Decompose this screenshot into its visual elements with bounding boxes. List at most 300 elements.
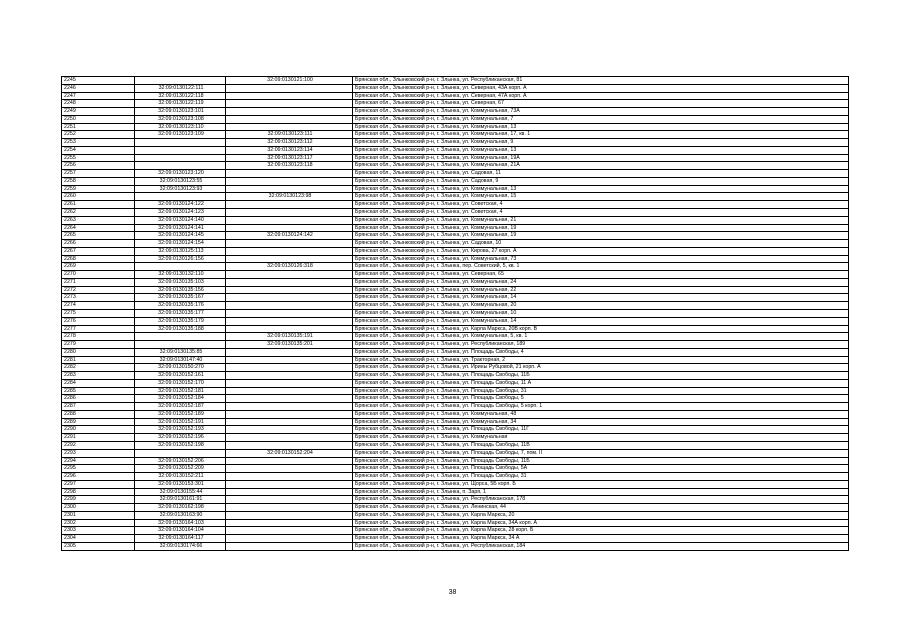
row-number-cell: 2305 [62, 542, 135, 550]
row-number-cell: 2295 [62, 465, 135, 473]
address-cell: Брянская обл., Злынковский р-н, г. Злынка, ул. Площадь Свободы, 11Г [353, 426, 849, 434]
row-number-cell: 2273 [62, 294, 135, 302]
address-cell: Брянская обл., Злынковский р-н, г. Злынка, ул. Площадь Свободы, 7, пом. II [353, 449, 849, 457]
table-row [62, 146, 849, 154]
row-number-cell: 2297 [62, 480, 135, 488]
related-cadastral-number-cell [226, 92, 353, 100]
cadastral-number-cell: 32:09:0130123:101 [135, 108, 226, 116]
cadastral-number-cell: 32:09:0130125:113 [135, 247, 226, 255]
row-number-cell: 2290 [62, 426, 135, 434]
related-cadastral-number-cell [226, 185, 353, 193]
row-number-cell: 2296 [62, 473, 135, 481]
related-cadastral-number-cell [226, 426, 353, 434]
cadastral-number-cell: 32:09:0130164:117 [135, 535, 226, 543]
table-row [62, 193, 849, 201]
table-row [62, 403, 849, 411]
cadastral-number-cell: 32:09:0130152:184 [135, 395, 226, 403]
table-row [62, 92, 849, 100]
address-cell: Брянская обл., Злынковский р-н, г. Злынка, ул. Коммунальная, 17, кв. 1 [353, 131, 849, 139]
table-row [62, 240, 849, 248]
cadastral-number-cell: 32:09:0130135:156 [135, 286, 226, 294]
related-cadastral-number-cell [226, 480, 353, 488]
table-row [62, 535, 849, 543]
cadastral-number-cell: 32:09:0130123:93 [135, 185, 226, 193]
related-cadastral-number-cell [226, 123, 353, 131]
table-row [62, 465, 849, 473]
row-number-cell: 2299 [62, 496, 135, 504]
cadastral-number-cell [135, 341, 226, 349]
related-cadastral-number-cell [226, 473, 353, 481]
table-row [62, 224, 849, 232]
address-cell: Брянская обл., Злынковский р-н, г. Злынка, ул. Коммунальная, 73А [353, 108, 849, 116]
table-row [62, 162, 849, 170]
related-cadastral-number-cell [226, 209, 353, 217]
table-row [62, 364, 849, 372]
address-cell: Брянская обл., Злынковский р-н, г. Злынка, ул. Площадь Свободы, 5 [353, 395, 849, 403]
table-row [62, 387, 849, 395]
row-number-cell: 2267 [62, 247, 135, 255]
cadastral-number-cell: 32:09:0130135:85 [135, 348, 226, 356]
related-cadastral-number-cell [226, 356, 353, 364]
row-number-cell: 2293 [62, 449, 135, 457]
table-row [62, 356, 849, 364]
cadastral-number-cell [135, 146, 226, 154]
row-number-cell: 2285 [62, 387, 135, 395]
cadastral-number-cell: 32:09:0130124:123 [135, 209, 226, 217]
table-row [62, 302, 849, 310]
registry-table-body [62, 77, 849, 551]
row-number-cell: 2257 [62, 170, 135, 178]
cadastral-number-cell: 32:09:0130162:198 [135, 504, 226, 512]
row-number-cell: 2256 [62, 162, 135, 170]
address-cell: Брянская обл., Злынковский р-н, г. Злынка, ул. Коммунальная, 73 [353, 255, 849, 263]
row-number-cell: 2260 [62, 193, 135, 201]
address-cell: Брянская обл., Злынковский р-н, г. Злынка, ул. Кирова, 27 корп. А [353, 247, 849, 255]
row-number-cell: 2302 [62, 519, 135, 527]
address-cell: Брянская обл., Злынковский р-н, г. Злынка, ул. Республиканская, 178 [353, 496, 849, 504]
table-row [62, 108, 849, 116]
row-number-cell: 2288 [62, 410, 135, 418]
row-number-cell: 2276 [62, 317, 135, 325]
related-cadastral-number-cell: 32:09:0130123:118 [226, 162, 353, 170]
cadastral-number-cell: 32:09:0130122:119 [135, 100, 226, 108]
related-cadastral-number-cell: 32:09:0130123:111 [226, 131, 353, 139]
address-cell: Брянская обл., Злынковский р-н, г. Злынка, ул. Площадь Свободы, 31 [353, 473, 849, 481]
row-number-cell: 2249 [62, 108, 135, 116]
registry-table [61, 76, 849, 551]
table-row [62, 348, 849, 356]
row-number-cell: 2252 [62, 131, 135, 139]
address-cell: Брянская обл., Злынковский р-н, г. Злынка, ул. Коммунальная, 21А [353, 162, 849, 170]
address-cell: Брянская обл., Злынковский р-н, г. Злынка, ул. Ирины Рубцовой, 21 корп. А [353, 364, 849, 372]
table-row [62, 286, 849, 294]
cadastral-number-cell: 32:09:0130152:193 [135, 426, 226, 434]
related-cadastral-number-cell [226, 100, 353, 108]
row-number-cell: 2304 [62, 535, 135, 543]
cadastral-number-cell: 32:09:0130152:211 [135, 473, 226, 481]
cadastral-number-cell: 32:09:0130123:108 [135, 115, 226, 123]
address-cell: Брянская обл., Злынковский р-н, г. Злынка, ул. Площадь Свободы, 11Б [353, 457, 849, 465]
table-row [62, 434, 849, 442]
cadastral-number-cell: 32:09:0130123:120 [135, 170, 226, 178]
row-number-cell: 2259 [62, 185, 135, 193]
related-cadastral-number-cell [226, 511, 353, 519]
table-row [62, 372, 849, 380]
related-cadastral-number-cell [226, 441, 353, 449]
related-cadastral-number-cell [226, 410, 353, 418]
cadastral-number-cell: 32:09:0130135:177 [135, 309, 226, 317]
table-row [62, 216, 849, 224]
cadastral-number-cell: 32:09:0130122:118 [135, 92, 226, 100]
cadastral-number-cell [135, 139, 226, 147]
address-cell: Брянская обл., Злынковский р-н, г. Злынка, ул. Северная, 43А корп. А [353, 84, 849, 92]
row-number-cell: 2289 [62, 418, 135, 426]
row-number-cell: 2301 [62, 511, 135, 519]
related-cadastral-number-cell [226, 278, 353, 286]
row-number-cell: 2291 [62, 434, 135, 442]
address-cell: Брянская обл., Злынковский р-н, г. Злынка, ул. Коммунальная, 21 [353, 216, 849, 224]
cadastral-number-cell: 32:09:0130132:110 [135, 271, 226, 279]
address-cell: Брянская обл., Злынковский р-н, г. Злынка, ул. Ленинская, 44 [353, 504, 849, 512]
table-row [62, 325, 849, 333]
related-cadastral-number-cell [226, 434, 353, 442]
cadastral-number-cell [135, 154, 226, 162]
cadastral-number-cell: 32:09:0130153:301 [135, 480, 226, 488]
row-number-cell: 2250 [62, 115, 135, 123]
table-row [62, 115, 849, 123]
table-row [62, 154, 849, 162]
related-cadastral-number-cell: 32:09:0130126:318 [226, 263, 353, 271]
table-row [62, 457, 849, 465]
row-number-cell: 2277 [62, 325, 135, 333]
cadastral-number-cell: 32:09:0130164:103 [135, 519, 226, 527]
table-row [62, 441, 849, 449]
cadastral-number-cell: 32:09:0130152:170 [135, 379, 226, 387]
cadastral-number-cell [135, 333, 226, 341]
table-row [62, 410, 849, 418]
address-cell: Брянская обл., Злынковский р-н, г. Злынка, ул. Коммунальная, 34 [353, 418, 849, 426]
table-row [62, 504, 849, 512]
table-row [62, 418, 849, 426]
row-number-cell: 2264 [62, 224, 135, 232]
related-cadastral-number-cell [226, 224, 353, 232]
cadastral-number-cell: 32:09:0130135:103 [135, 278, 226, 286]
row-number-cell: 2274 [62, 302, 135, 310]
table-row [62, 542, 849, 550]
table-row [62, 449, 849, 457]
table-row [62, 131, 849, 139]
address-cell: Брянская обл., Злынковский р-н, г. Злынка, ул. Коммунальная, 7 [353, 115, 849, 123]
cadastral-number-cell: 32:09:0130161:91 [135, 496, 226, 504]
related-cadastral-number-cell [226, 108, 353, 116]
table-row [62, 139, 849, 147]
row-number-cell: 2263 [62, 216, 135, 224]
related-cadastral-number-cell [226, 372, 353, 380]
row-number-cell: 2298 [62, 488, 135, 496]
table-row [62, 255, 849, 263]
address-cell: Брянская обл., Злынковский р-н, г. Злынка, ул. Республиканская, 189 [353, 341, 849, 349]
table-row [62, 263, 849, 271]
address-cell: Брянская обл., Злынковский р-н, г. Злынка, ул. Площадь Свободы, 31 [353, 387, 849, 395]
related-cadastral-number-cell [226, 395, 353, 403]
row-number-cell: 2270 [62, 271, 135, 279]
address-cell: Брянская обл., Злынковский р-н, г. Злынка, ул. Коммунальная, 13 [353, 185, 849, 193]
table-row [62, 100, 849, 108]
cadastral-number-cell: 32:09:0130135:176 [135, 302, 226, 310]
row-number-cell: 2255 [62, 154, 135, 162]
related-cadastral-number-cell [226, 364, 353, 372]
row-number-cell: 2247 [62, 92, 135, 100]
cadastral-number-cell: 32:09:0130152:198 [135, 441, 226, 449]
address-cell: Брянская обл., Злынковский р-н, г. Злынка, ул. Коммунальная, 19 [353, 232, 849, 240]
address-cell: Брянская обл., Злынковский р-н, г. Злынка, ул. Коммунальная, 14 [353, 317, 849, 325]
table-row [62, 496, 849, 504]
related-cadastral-number-cell: 32:09:0130123:112 [226, 139, 353, 147]
table-row [62, 271, 849, 279]
row-number-cell: 2261 [62, 201, 135, 209]
table-row [62, 527, 849, 535]
row-number-cell: 2284 [62, 379, 135, 387]
cadastral-number-cell: 32:09:0130152:181 [135, 387, 226, 395]
row-number-cell: 2286 [62, 395, 135, 403]
address-cell: Брянская обл., Злынковский р-н, г. Злынка, ул. Республиканская, 184 [353, 542, 849, 550]
table-row [62, 84, 849, 92]
cadastral-number-cell: 32:09:0130135:188 [135, 325, 226, 333]
related-cadastral-number-cell [226, 418, 353, 426]
cadastral-number-cell: 32:09:0130126:156 [135, 255, 226, 263]
cadastral-number-cell: 32:09:0130155:44 [135, 488, 226, 496]
cadastral-number-cell: 32:09:0130123:55 [135, 177, 226, 185]
row-number-cell: 2287 [62, 403, 135, 411]
related-cadastral-number-cell [226, 504, 353, 512]
related-cadastral-number-cell [226, 317, 353, 325]
address-cell: Брянская обл., Злынковский р-н, г. Злынка, ул. Карла Маркса, 20В корп. В [353, 325, 849, 333]
cadastral-number-cell: 32:09:0130135:179 [135, 317, 226, 325]
related-cadastral-number-cell [226, 286, 353, 294]
related-cadastral-number-cell [226, 387, 353, 395]
table-row [62, 177, 849, 185]
related-cadastral-number-cell [226, 465, 353, 473]
cadastral-number-cell: 32:09:0130147:40 [135, 356, 226, 364]
address-cell: Брянская обл., Злынковский р-н, г. Злынка, ул. Коммунальная, 19 [353, 224, 849, 232]
cadastral-number-cell: 32:09:0130152:191 [135, 418, 226, 426]
related-cadastral-number-cell [226, 403, 353, 411]
address-cell: Брянская обл., Злынковский р-н, г. Злынка, ул. Советская, 4 [353, 201, 849, 209]
cadastral-number-cell [135, 193, 226, 201]
address-cell: Брянская обл., Злынковский р-н, г. Злынка, п. Заря, 1 [353, 488, 849, 496]
address-cell: Брянская обл., Злынковский р-н, г. Злынка, ул. Коммунальная, 13 [353, 123, 849, 131]
row-number-cell: 2303 [62, 527, 135, 535]
address-cell: Брянская обл., Злынковский р-н, г. Злынка, ул. Коммунальная [353, 434, 849, 442]
related-cadastral-number-cell [226, 255, 353, 263]
address-cell: Брянская обл., Злынковский р-н, г. Злынка, ул. Коммунальная, 13 [353, 146, 849, 154]
related-cadastral-number-cell [226, 177, 353, 185]
cadastral-number-cell: 32:09:0130123:109 [135, 131, 226, 139]
row-number-cell: 2294 [62, 457, 135, 465]
row-number-cell: 2245 [62, 77, 135, 85]
address-cell: Брянская обл., Злынковский р-н, г. Злынка, ул. Карла Маркса, 34 А [353, 535, 849, 543]
related-cadastral-number-cell [226, 309, 353, 317]
table-row [62, 77, 849, 85]
cadastral-number-cell: 32:09:0130124:154 [135, 240, 226, 248]
related-cadastral-number-cell [226, 379, 353, 387]
cadastral-number-cell: 32:09:0130124:145 [135, 232, 226, 240]
related-cadastral-number-cell [226, 170, 353, 178]
address-cell: Брянская обл., Злынковский р-н, г. Злынка, ул. Коммунальная, 10 [353, 309, 849, 317]
related-cadastral-number-cell: 32:09:0130135:191 [226, 333, 353, 341]
row-number-cell: 2266 [62, 240, 135, 248]
row-number-cell: 2283 [62, 372, 135, 380]
row-number-cell: 2280 [62, 348, 135, 356]
row-number-cell: 2251 [62, 123, 135, 131]
related-cadastral-number-cell [226, 519, 353, 527]
row-number-cell: 2272 [62, 286, 135, 294]
cadastral-number-cell: 32:09:0130152:206 [135, 457, 226, 465]
address-cell: Брянская обл., Злынковский р-н, г. Злынка, ул. Садовая, 9 [353, 177, 849, 185]
table-row [62, 232, 849, 240]
related-cadastral-number-cell [226, 240, 353, 248]
address-cell: Брянская обл., Злынковский р-н, г. Злынка, пер. Советский, 5, кв. 1 [353, 263, 849, 271]
table-row [62, 278, 849, 286]
related-cadastral-number-cell [226, 488, 353, 496]
row-number-cell: 2265 [62, 232, 135, 240]
related-cadastral-number-cell [226, 496, 353, 504]
address-cell: Брянская обл., Злынковский р-н, г. Злынка, ул. Коммунальная, 15 [353, 193, 849, 201]
table-row [62, 247, 849, 255]
related-cadastral-number-cell [226, 115, 353, 123]
table-row [62, 309, 849, 317]
address-cell: Брянская обл., Злынковский р-н, г. Злынка, ул. Садовая, 10 [353, 240, 849, 248]
address-cell: Брянская обл., Злынковский р-н, г. Злынка, ул. Северная, 67 [353, 100, 849, 108]
cadastral-number-cell: 32:09:0130124:122 [135, 201, 226, 209]
row-number-cell: 2281 [62, 356, 135, 364]
address-cell: Брянская обл., Злынковский р-н, г. Злынка, ул. Карла Маркса, 20 [353, 511, 849, 519]
row-number-cell: 2248 [62, 100, 135, 108]
related-cadastral-number-cell: 32:09:0130123:114 [226, 146, 353, 154]
address-cell: Брянская обл., Злынковский р-н, г. Злынка, ул. Коммунальная, 24 [353, 278, 849, 286]
related-cadastral-number-cell: 32:09:0130124:142 [226, 232, 353, 240]
table-row [62, 333, 849, 341]
related-cadastral-number-cell [226, 302, 353, 310]
address-cell: Брянская обл., Злынковский р-н, г. Злынка, ул. Площадь Свободы, 11В [353, 441, 849, 449]
table-row [62, 209, 849, 217]
cadastral-number-cell: 32:09:0130123:110 [135, 123, 226, 131]
row-number-cell: 2275 [62, 309, 135, 317]
table-row [62, 480, 849, 488]
cadastral-number-cell: 32:09:0130150:270 [135, 364, 226, 372]
cadastral-number-cell [135, 449, 226, 457]
related-cadastral-number-cell [226, 348, 353, 356]
address-cell: Брянская обл., Злынковский р-н, г. Злынка, ул. Садовая, 11 [353, 170, 849, 178]
address-cell: Брянская обл., Злынковский р-н, г. Злынка, ул. Коммунальная, 5, кв. 1 [353, 333, 849, 341]
address-cell: Брянская обл., Злынковский р-н, г. Злынка, ул. Коммунальная, 22 [353, 286, 849, 294]
row-number-cell: 2271 [62, 278, 135, 286]
row-number-cell: 2269 [62, 263, 135, 271]
related-cadastral-number-cell [226, 527, 353, 535]
related-cadastral-number-cell: 32:09:0130123:98 [226, 193, 353, 201]
related-cadastral-number-cell [226, 535, 353, 543]
row-number-cell: 2279 [62, 341, 135, 349]
row-number-cell: 2258 [62, 177, 135, 185]
address-cell: Брянская обл., Злынковский р-н, г. Злынка, ул. Площадь Свободы, 4 [353, 348, 849, 356]
related-cadastral-number-cell: 32:09:0130152:204 [226, 449, 353, 457]
cadastral-number-cell [135, 77, 226, 85]
related-cadastral-number-cell: 32:09:0130121:100 [226, 77, 353, 85]
related-cadastral-number-cell [226, 201, 353, 209]
address-cell: Брянская обл., Злынковский р-н, г. Злынка, ул. Коммунальная, 19А [353, 154, 849, 162]
related-cadastral-number-cell [226, 294, 353, 302]
row-number-cell: 2254 [62, 146, 135, 154]
table-row [62, 185, 849, 193]
cadastral-number-cell: 32:09:0130152:187 [135, 403, 226, 411]
table-row [62, 519, 849, 527]
address-cell: Брянская обл., Злынковский р-н, г. Злынка, ул. Коммунальная, 48 [353, 410, 849, 418]
address-cell: Брянская обл., Злынковский р-н, г. Злынка, ул. Карла Маркса, 34А корп. А [353, 519, 849, 527]
related-cadastral-number-cell: 32:09:0130135:201 [226, 341, 353, 349]
related-cadastral-number-cell [226, 325, 353, 333]
table-row [62, 294, 849, 302]
table-row [62, 511, 849, 519]
table-row [62, 201, 849, 209]
cadastral-number-cell: 32:09:0130152:189 [135, 410, 226, 418]
table-row [62, 488, 849, 496]
row-number-cell: 2262 [62, 209, 135, 217]
address-cell: Брянская обл., Злынковский р-н, г. Злынка, ул. Площадь Свободы, 11 А [353, 379, 849, 387]
cadastral-number-cell: 32:09:0130122:111 [135, 84, 226, 92]
row-number-cell: 2268 [62, 255, 135, 263]
table-row [62, 317, 849, 325]
address-cell: Брянская обл., Злынковский р-н, г. Злынка, ул. Коммунальная, 9 [353, 139, 849, 147]
address-cell: Брянская обл., Злынковский р-н, г. Злынка, ул. Площадь Свободы, 11Б [353, 372, 849, 380]
cadastral-number-cell: 32:09:0130135:167 [135, 294, 226, 302]
cadastral-number-cell [135, 162, 226, 170]
address-cell: Брянская обл., Злынковский р-н, г. Злынка, ул. Карла Маркса, 28 корп. Б [353, 527, 849, 535]
table-row [62, 473, 849, 481]
related-cadastral-number-cell [226, 271, 353, 279]
address-cell: Брянская обл., Злынковский р-н, г. Злынка, ул. Щорса, 5Б корп. Б [353, 480, 849, 488]
address-cell: Брянская обл., Злынковский р-н, г. Злынка, ул. Коммунальная, 20 [353, 302, 849, 310]
row-number-cell: 2253 [62, 139, 135, 147]
table-row [62, 341, 849, 349]
cadastral-number-cell: 32:09:0130174:66 [135, 542, 226, 550]
related-cadastral-number-cell [226, 457, 353, 465]
cadastral-number-cell: 32:09:0130124:141 [135, 224, 226, 232]
row-number-cell: 2282 [62, 364, 135, 372]
address-cell: Брянская обл., Злынковский р-н, г. Злынка, ул. Площадь Свободы, 5 корп. 1 [353, 403, 849, 411]
page-number: 38 [448, 589, 457, 596]
cadastral-number-cell: 32:09:0130152:196 [135, 434, 226, 442]
address-cell: Брянская обл., Злынковский р-н, г. Злынка, ул. Советская, 4 [353, 209, 849, 217]
cadastral-number-cell: 32:09:0130163:90 [135, 511, 226, 519]
related-cadastral-number-cell [226, 216, 353, 224]
row-number-cell: 2246 [62, 84, 135, 92]
cadastral-number-cell: 32:09:0130164:104 [135, 527, 226, 535]
address-cell: Брянская обл., Злынковский р-н, г. Злынка, ул. Республиканская, 81 [353, 77, 849, 85]
cadastral-number-cell [135, 263, 226, 271]
related-cadastral-number-cell: 32:09:0130123:117 [226, 154, 353, 162]
cadastral-number-cell: 32:09:0130152:209 [135, 465, 226, 473]
table-row [62, 395, 849, 403]
related-cadastral-number-cell [226, 542, 353, 550]
table-row [62, 379, 849, 387]
address-cell: Брянская обл., Злынковский р-н, г. Злынка, ул. Площадь Свободы, 5А [353, 465, 849, 473]
row-number-cell: 2278 [62, 333, 135, 341]
address-cell: Брянская обл., Злынковский р-н, г. Злынка, ул. Северная, 65 [353, 271, 849, 279]
row-number-cell: 2300 [62, 504, 135, 512]
row-number-cell: 2292 [62, 441, 135, 449]
table-row [62, 426, 849, 434]
related-cadastral-number-cell [226, 84, 353, 92]
